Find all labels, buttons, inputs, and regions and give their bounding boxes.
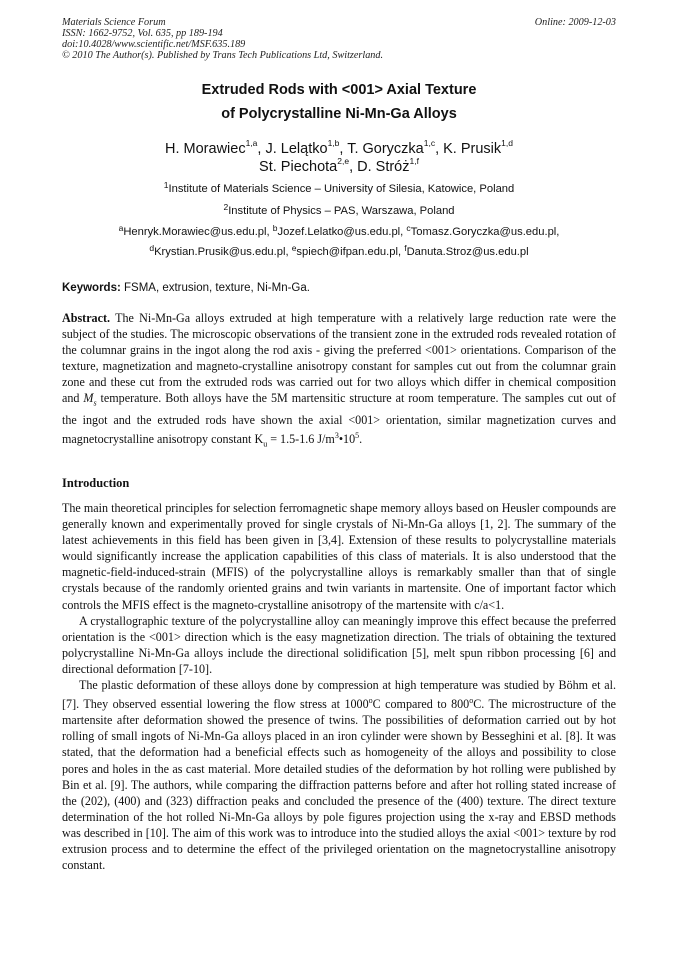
affiliation-1 [0,180,678,195]
author-name: J. Lelątko [265,141,328,157]
degree-sup: o [469,696,474,706]
author-name: H. Morawiec [165,141,246,157]
online-date: Online: 2009-12-03 [534,17,616,28]
ms-symbol: M [83,391,94,406]
paper-title-line-1: Extruded Rods with <001> Axial Texture [201,82,477,98]
journal-header [62,17,616,61]
email-link[interactable]: Tomasz.Goryczka@us.edu.pl, [410,226,560,238]
author-affil-sup: 1,c [423,138,436,148]
email-sup: e [291,243,297,253]
abstract-paragraph [62,310,616,453]
affiliation-sup: 1 [163,180,169,190]
affiliation-text: Institute of Physics – PAS, Warszawa, Poland [228,205,455,217]
email-link[interactable]: Jozef.Lelatko@us.edu.pl, [277,226,404,238]
author-affil-sup: 1,f [409,156,419,166]
affiliation-text: Institute of Materials Science – University of Silesia, Katowice, Poland [168,183,515,195]
exponent: 5 [355,431,360,441]
email-line-1 [0,223,678,238]
author-name: St. Piechota [259,159,338,175]
author-name: T. Goryczka [347,141,424,157]
abstract-text: . [359,432,363,447]
copyright-line: © 2010 The Author(s). Published by Trans Tech Publications Ltd, Switzerland. [62,50,384,61]
abstract-text: temperature. Both alloys have the 5M martensitic structure at room temperature. The samples cut out of the ingot and the extruded rods have shown the axial <001> orientation, similar magnetization curves and magnetocrystalline anisotropy constant K [62,391,616,447]
email-sup: a [118,223,124,233]
affiliation-sup: 2 [223,202,229,212]
email-link[interactable]: Danuta.Stroz@us.edu.pl [406,246,529,258]
email-line-2 [0,243,678,258]
email-sup: c [406,223,411,233]
author-affil-sup: 2,e [337,156,350,166]
email-sup: d [149,243,155,253]
intro-text: C compared to 800 [372,697,470,712]
intro-paragraph-1: The main theoretical principles for selection ferromagnetic shape memory alloys based on Heusler compounds are generally known and experimentally proved for single crystals of Ni-Mn-Ga alloys [1, 2]. The summary of the latest achievements in this field has been given in [3,4]. Extension of these results to polycrystalline materials would significantly increase the application capabilities of this class of materials. It is also understood that the magnetic-field-induced-strain (MFIS) of the polycrystalline alloys is remarkably smaller than that of single crystals because of the randomly oriented grains and twin variants in martensite. One of important factor which controls the MFIS effect is the magneto-crystalline anisotropy of the martensite with c/a<1. [62,501,616,612]
abstract-label: Abstract. [62,311,111,325]
exponent: 3 [334,431,339,441]
abstract-text: •10 [338,432,356,447]
paper-title-line-2: of Polycrystalline Ni-Mn-Ga Alloys [221,106,457,122]
intro-text: C. The microstructure of the martensite after deformation showed the presence of twins. The possibilities of deformation carried out by hot rolling of small ingots of Ni-Mn-Ga alloys placed in an iron cylinder were shown by Besseghini et al. [8]. It was stated, that the deformation had a beneficial effects such as homogeneity of the alloys and possibility to close pores and holes in the as cast material. More detailed studies of the deformation by hot rolling were published by Bin et al. [9]. The authors, while comparing the diffraction patterns before and after hot rolling stated increase of the (202), (400) and (323) diffraction peaks and concluded the presence of the (400) texture. The direct texture determination of the hot rolled Ni-Mn-Ga alloys by pole figures projection using the x-ray and EBSD methods was described in [10]. The aim of this work was to introduce into the studied alloys the axial <001> texture by rod extrusion process and to determine the effect of the privileged orientation on the magnetocrystalline anisotropy constant. [62,697,616,873]
email-sup: f [404,243,407,253]
author-affil-sup: 1,b [327,138,340,148]
keywords-text: FSMA, extrusion, texture, Ni-Mn-Ga. [124,282,310,294]
introduction-heading: Introduction [62,476,130,490]
intro-text: The plastic deformation of these alloys done by compression at high temperature was studied by Böhm et al. [7]. They observed essential lowering the flow stress at 1000 [62,678,616,712]
intro-paragraph-3 [62,677,616,873]
intro-paragraph-2: A crystallographic texture of the polycrystalline alloy can meaningly improve this effect because the preferred orientation is the <001> direction which is the easy magnetization direction. The trials of obtaining the textured polycrystalline Ni-Mn-Ga alloys include the directional solidification [5], melt spun ribbon processing [6] and directional deformation [7-10]. [62,613,616,676]
author-list-line-1: H. Morawiec$^{1,a}$, J. Lelątko$^{1,b}$, T. Goryczka$^{1,c}$, K. Prusik$^{1,d}$ [165,138,513,157]
doi-line: doi:10.4028/www.scientific.net/MSF.635.189 [62,39,246,50]
email-link[interactable]: Henryk.Morawiec@us.edu.pl, [123,226,270,238]
ms-subscript: s [93,398,97,408]
keywords [62,282,616,294]
email-link[interactable]: Krystian.Prusik@us.edu.pl, [154,246,289,258]
abstract-text: = 1.5-1.6 J/m [267,432,335,447]
author-affil-sup: 1,d [501,138,513,148]
ku-subscript: u [263,439,268,449]
degree-sup: o [368,696,373,706]
author-name: K. Prusik [443,141,502,157]
email-link[interactable]: spiech@ifpan.edu.pl, [296,246,402,258]
author-list-line-2: St. Piechota$^{2,e}$, D. Stróż$^{1,f}$ [259,156,419,175]
abstract [62,310,616,453]
affiliation-2 [0,202,678,217]
abstract-text: The Ni-Mn-Ga alloys extruded at high temperature with a relatively large reduction rate were the subject of the studies. The microscopic observations of the transient zone in the extruded rods revealed rotation of the columnar grains in the ingot along the rod axis - giving the preferred <001> orientations. Comparison of the texture, magnetization and magneto-crystalline anisotropy constant for samples cut out from the columnar grain zone and these cut from the extruded rods was carried out for two alloys which differ in chemical composition and [62,311,616,406]
introduction-body [62,500,616,873]
keywords-label: Keywords: [62,282,121,294]
issn-line: ISSN: 1662-9752, Vol. 635, pp 189-194 [62,28,223,39]
email-sup: b [272,223,278,233]
author-affil-sup: 1,a [245,138,258,148]
journal-name: Materials Science Forum [62,17,166,28]
author-name: D. Stróż [357,159,410,175]
